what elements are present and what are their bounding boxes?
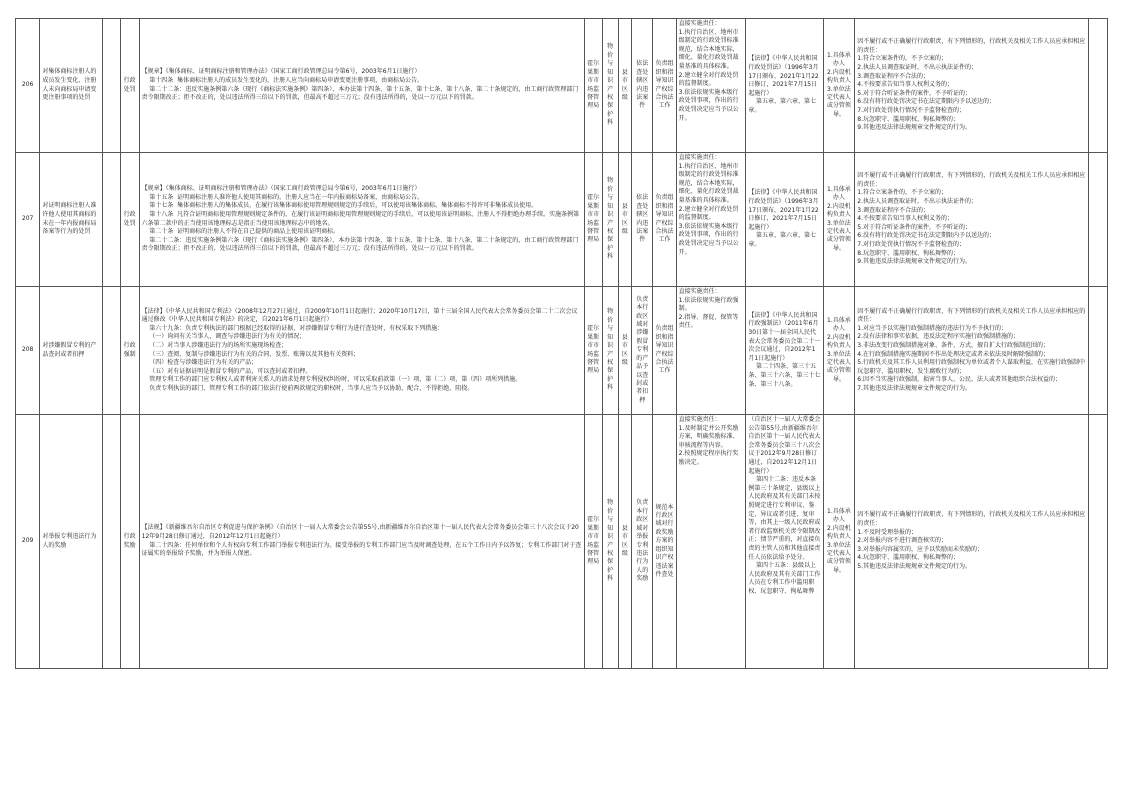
implementing-unit: 霍尔果斯市市场监督管理局 bbox=[584, 415, 602, 669]
responsibility-items: 直接实施责任： 1.依法依规实施行政强制。 2.指导、督促、保管等责任。 bbox=[676, 287, 746, 415]
responsibility-subject: 1.具体承办人 2.内设机构负责人 3.单位法定代表人或分管领导。 bbox=[823, 19, 855, 153]
responsible-dept: 物价与知识产权保护科 bbox=[602, 287, 618, 415]
main-responsibility: 负责组织和指导知识产权综合执法工作 bbox=[653, 153, 676, 287]
blank-cell bbox=[102, 287, 120, 415]
remarks bbox=[1088, 153, 1107, 287]
item-type: 行政处罚 bbox=[120, 19, 139, 153]
blank-cell bbox=[102, 153, 120, 287]
table-row bbox=[16, 19, 1108, 153]
responsibility-law-basis: （自治区十一届人大常委会公告第55号,由新疆维吾尔自治区第十一届人民代表大会常务委员会第三十八次会议于2012年9月28日修订通过，自2012年12月1日起施行） 第四十二条：违反本条例第三十条规定，县级以上人民政府及其有关部门未按照规定进行专利审议、鉴定、异议或者引进、复审等，由其上一级人民政府或者行政监察机关责令限期改正；情节严重的，对直接负责的主管人员和其他直接责任人员依法给予处分。 第四十五条：县级以上人民政府及其有关部门工作人员在专利工作中滥用职权、玩忽职守、徇私舞弊 bbox=[746, 415, 823, 669]
power-list-table bbox=[15, 18, 1108, 669]
responsibility-subject: 1.具体承办人 2.内设机构负责人 3.单位法定代表人或分管领导。 bbox=[823, 153, 855, 287]
liability-items: 因不履行或不正确履行行政职责，有下列情形的行政机关及相关工作人员应承担相应的责任： 1.对应当予以实施行政强制措施的违法行为不予执行的； 2.没有法律和事实依据，违反法定程序实施行政强制措施的； 3.非法改变行政强制措施对象、条件、方式，擅自扩大行政强制范围的； 4.在行政强制措施实施期间不作出处理决定或者未依法及时解除强制的； 5.行政机关及其工作人员利用行政强制权为单位或者个人谋取利益，在实施行政强制中玩忽职守、滥用职权，发生腐败行为的； 6.因不当实施行政强制，损害当事人、公民、法人或者其他组织合法权益的； 7.其他违反法律法规规章文件规定的行为。 bbox=[855, 287, 1089, 415]
item-number: 209 bbox=[16, 415, 40, 669]
item-type: 行政强制 bbox=[120, 287, 139, 415]
item-type: 行政奖励 bbox=[120, 415, 139, 669]
implementing-unit: 霍尔果斯市市场监督管理局 bbox=[584, 19, 602, 153]
legal-basis: 【规章】《集体商标、证明商标注册和管理办法》（国家工商行政管理总局令第6号，2003年6月1日施行） 第十四条 集体商标注册人的成员发生变化的，注册人应当向商标局申请变更注册事项，由商标局公告。 第二十二条：违反实施条例第六条（现行《商标法实施条例》第四条）、本办法第十四条、第十五条、第十七条、第十八条、第二十条规定的，由工商行政管理部门责令限期改正；拒不改正的，处以违法所得三倍以下的罚款，但最高不超过三万元；没有违法所得的，处以一万元以下的罚款。 bbox=[139, 19, 584, 153]
exercise-scope: 负责本行政区域对举报专利违法行为人的奖励 bbox=[632, 415, 653, 669]
main-responsibility: 负责组织和指导知识产权综合执法工作 bbox=[653, 287, 676, 415]
main-responsibility: 规范本行政区域对行政奖励方案的组织知识产权违法案件查处 bbox=[653, 415, 676, 669]
exercise-level: 县市区级 bbox=[618, 287, 632, 415]
item-number: 206 bbox=[16, 19, 40, 153]
item-number: 208 bbox=[16, 287, 40, 415]
liability-items: 因不履行或不正确履行行政职责，有下列情形的，行政机关及相关工作人员应承担相应的责任： 1.符合立案条件的，不予立案的； 2.执法人员调查取证时，不出示执法证件的； 3.调查取证程序不合法的； 4.不按要求告知当事人权利义务的； 5.对于符合听证条件的案件，不予听证的； 6.没有将行政处罚决定书在法定期限内予以送达的； 7.对行政处罚执行情况不予监督检查的； 8.玩忽职守、滥用职权、徇私舞弊的； 9.其他违反法律法规规章文件规定的行为。 bbox=[855, 153, 1089, 287]
implementing-unit: 霍尔果斯市市场监督管理局 bbox=[584, 153, 602, 287]
item-name: 对举报专利违法行为人的奖励 bbox=[40, 415, 102, 669]
remarks bbox=[1088, 415, 1107, 669]
implementing-unit: 霍尔果斯市市场监督管理局 bbox=[584, 287, 602, 415]
exercise-level: 县市区级 bbox=[618, 19, 632, 153]
responsibility-law-basis: 【法律】《中华人民共和国行政处罚法》（1996年3月17日颁布，2021年1月22日修订，2021年7月15日起施行） 第五章、第六章、第七章。 bbox=[746, 19, 823, 153]
responsibility-subject: 1.具体承办人 2.内设机构负责人 3.单位法定代表人或分管领导。 bbox=[823, 287, 855, 415]
item-name: 对证明商标注册人准许他人使用其商标的未在一年内报商标局备案等行为的处罚 bbox=[40, 153, 102, 287]
table-row bbox=[16, 287, 1108, 415]
responsibility-law-basis: 【法律】《中华人民共和国行政处罚法》（1996年3月17日颁布，2021年1月22日修订，2021年7月15日起施行） 第五章、第六章、第七章。 bbox=[746, 153, 823, 287]
legal-basis: 【法律】《中华人民共和国专利法》（2008年12月27日通过，自2009年10月1日起施行；2020年10月17日，第十三届全国人民代表大会常务委员会第二十二次会议通过修改《中华人民共和国专利法》的决定，自2021年6月1日起施行） 第六十九条：负责专利执法的部门根据已经取得的证据，对涉嫌假冒专利行为进行查处时，有权采取下列措施： （一）询问有关当事人，调查与涉嫌违法行为有关的情况； （二）对当事人涉嫌违法行为的场所实施现场检查； （三）查阅、复制与涉嫌违法行为有关的合同、发票、账簿以及其他有关资料； （四）检查与涉嫌违法行为有关的产品； （五）对有证据证明是假冒专利的产品，可以查封或者扣押。 管理专利工作的部门应专利权人或者利害关系人的请求处理专利侵权纠纷时，可以采取前款第（一）项、第（二）项、第（四）项所列措施。 负责专利执法的部门、管理专利工作的部门依法行使前两款规定的职权时，当事人应当予以协助、配合，不得拒绝、阻挠。 bbox=[139, 287, 584, 415]
legal-basis: 【法规】《新疆维吾尔自治区专利促进与保护条例》（自治区十一届人大常委会公告第55号,由新疆维吾尔自治区第十一届人民代表大会常务委员会第三十八次会议于2012年9月28日修订通过，自2012年12月1日起施行） 第二十四条：任何单位和个人有权向专利工作部门举报专利违法行为。接受举报的专利工作部门应当及时调查处理，在五个工作日内予以答复；专利工作部门对于查证属实的举报给予奖励，并为举报人保密。 bbox=[139, 415, 584, 669]
exercise-level: 县市区级 bbox=[618, 415, 632, 669]
exercise-scope: 依法查处辖区内违法案件 bbox=[632, 153, 653, 287]
table-row bbox=[16, 153, 1108, 287]
exercise-scope: 依法查处辖区内违法案件 bbox=[632, 19, 653, 153]
table-row bbox=[16, 415, 1108, 669]
responsibility-items: 直接实施责任： 1.执行自治区、地州市级制定的行政处罚标准规范，结合本地实际，细化、量化行政处罚裁量基准的具体标准。 2.建立健全对行政处罚的监督制度。 3.依法依规实施本级行政处罚事项，作出的行政处罚决定应当予以公开。 bbox=[676, 19, 746, 153]
main-responsibility: 负责组织和指导知识产权综合执法工作 bbox=[653, 19, 676, 153]
blank-cell bbox=[102, 415, 120, 669]
item-name: 对集体商标注册人的成员发生变化、注册人未向商标局申请变更注册事项的处罚 bbox=[40, 19, 102, 153]
responsible-dept: 物价与知识产权保护科 bbox=[602, 153, 618, 287]
responsibility-subject: 1.具体承办人 2.内设机构负责人 3.单位法定代表人或分管领导。 bbox=[823, 415, 855, 669]
liability-items: 因不履行或不正确履行行政职责，有下列情形的，行政机关及相关工作人员应承担相应的责任： 1.不及时受理举报的； 2.对举报内容不进行调查核实的； 3.对举报内容属实的，应予以奖励而未奖励的； 4.玩忽职守、滥用职权、徇私舞弊的； 5.其他违反法律法规规章文件规定的行为。 bbox=[855, 415, 1089, 669]
legal-basis: 【规章】《集体商标、证明商标注册和管理办法》（国家工商行政管理总局令第6号，2003年6月1日施行） 第十五条 证明商标注册人准许他人使用其商标的，注册人应当在一年内报商标局备案，由商标局公告。 第十七条 集体商标注册人的集体成员，在履行该集体商标使用管理规则规定的手续后，可以使用该集体商标。集体商标不得许可非集体成员使用。 第十八条 凡符合证明商标使用管理规则规定条件的，在履行该证明商标使用管理规则规定的手续后，可以使用该证明商标，注册人不得拒绝办理手续。实施条例第六条第二款中的正当使用该地理标志是指正当使用该地理标志中的地名。 第二十条 证明商标的注册人不得在自己提供的商品上使用该证明商标。 第二十二条：违反实施条例第六条（现行《商标法实施条例》第四条）、本办法第十四条、第十五条、第十七条、第十八条、第二十条规定的，由工商行政管理部门责令限期改正；拒不改正的，处以违法所得三倍以下的罚款，但最高不超过三万元；没有违法所得的，处以一万元以下的罚款。 bbox=[139, 153, 584, 287]
blank-cell bbox=[102, 19, 120, 153]
responsibility-law-basis: 【法律】《中华人民共和国行政强制法》（2011年6月30日第十一届全国人民代表大会常务委员会第二十一次会议通过，自2012年1月1日起施行） 第二十四条、第三十五条、第三十六条、第三十七条、第三十八条。 bbox=[746, 287, 823, 415]
exercise-scope: 负责本行政区域对涉嫌假冒专利的产品予以查封或者扣押 bbox=[632, 287, 653, 415]
exercise-level: 县市区级 bbox=[618, 153, 632, 287]
liability-items: 因不履行或不正确履行行政职责，有下列情形的，行政机关及相关工作人员应承担相应的责任： 1.符合立案条件的，不予立案的； 2.执法人员调查取证时，不出示执法证件的； 3.调查取证程序不合法的； 4.不按要求告知当事人权利义务的； 5.对于符合听证条件的案件，不予听证的； 6.没有将行政处罚决定书在法定期限内予以送达的； 7.对行政处罚执行情况不予监督检查的； 8.玩忽职守、滥用职权、徇私舞弊的； 9.其他违反法律法规规章文件规定的行为。 bbox=[855, 19, 1089, 153]
item-name: 对涉嫌假冒专利的产品查封或者扣押 bbox=[40, 287, 102, 415]
remarks bbox=[1088, 19, 1107, 153]
item-type: 行政处罚 bbox=[120, 153, 139, 287]
remarks bbox=[1088, 287, 1107, 415]
responsible-dept: 物价与知识产权保护科 bbox=[602, 415, 618, 669]
responsibility-items: 直接实施责任： 1.及时制定并公开奖励方案，明确奖励标准、审核流程等内容。 2.按照规定程序执行奖励决定。 bbox=[676, 415, 746, 669]
item-number: 207 bbox=[16, 153, 40, 287]
responsibility-items: 直接实施责任： 1.执行自治区、地州市级制定的行政处罚标准规范，结合本地实际，细化、量化行政处罚裁量基准的具体标准。 2.建立健全对行政处罚的监督制度。 3.依法依规实施本级行政处罚事项，作出的行政处罚决定应当予以公开。 bbox=[676, 153, 746, 287]
responsible-dept: 物价与知识产权保护科 bbox=[602, 19, 618, 153]
